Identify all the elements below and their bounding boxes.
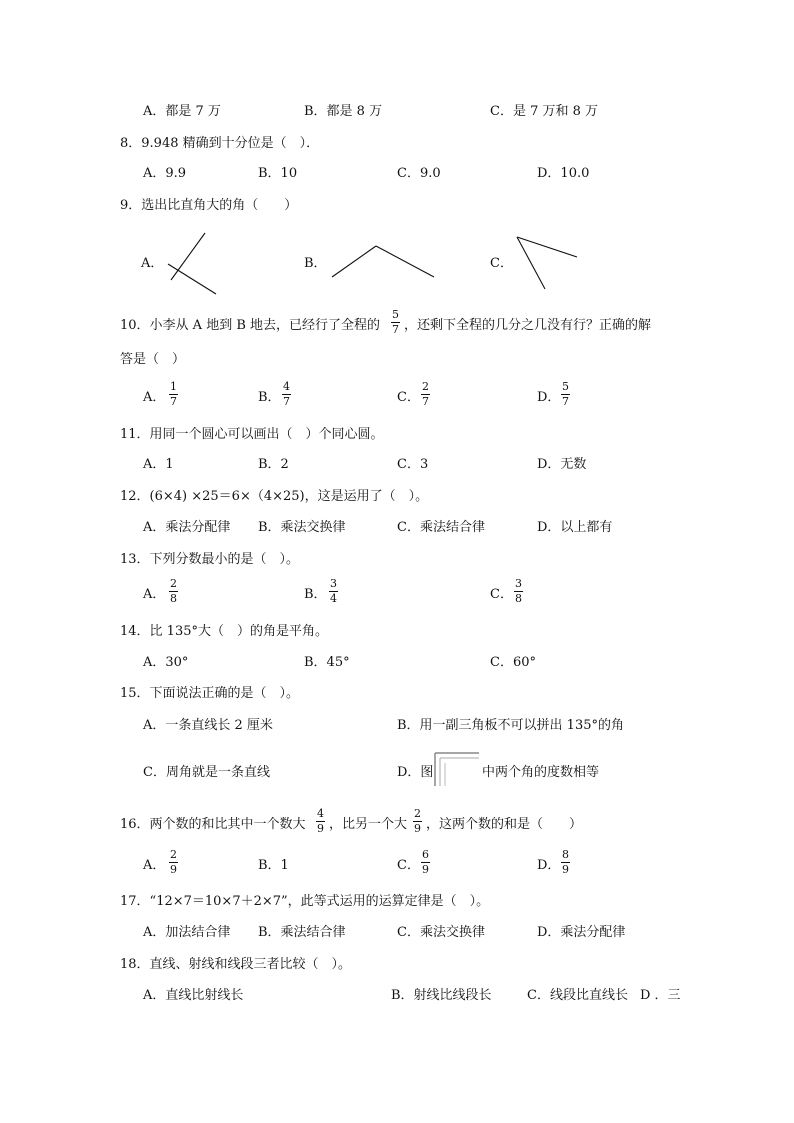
q18-option-a: A．直线比射线长 — [143, 988, 244, 1003]
denominator: 9 — [562, 863, 569, 876]
q7-option-c: C．是 7 万和 8 万 — [490, 104, 599, 119]
q17-option-c: C．乘法交换律 — [397, 925, 485, 940]
q8-option-d: D．10.0 — [537, 166, 590, 181]
q10-option-b-label: B． — [258, 390, 281, 405]
q9-angle-b-figure — [330, 244, 438, 280]
denominator: 9 — [317, 822, 324, 835]
q10-option-c-label: C． — [397, 390, 420, 405]
q16-stem-part1: 16．两个数的和比其中一个数大 — [120, 817, 306, 832]
numerator: 2 — [170, 577, 177, 590]
denominator: 7 — [170, 395, 177, 408]
q10-option-d-fraction — [561, 381, 570, 408]
q15-option-d-part1: D．图 — [397, 765, 434, 780]
q7-option-a: A．都是 7 万 — [143, 104, 221, 119]
q15-option-c: C．周角就是一条直线 — [143, 765, 270, 780]
q13-option-a-label: A． — [143, 587, 166, 602]
numerator: 3 — [330, 577, 337, 590]
q9-stem: 9．选出比直角大的角（ ） — [120, 198, 298, 213]
numerator: 8 — [562, 848, 569, 861]
q11-stem: 11．用同一个圆心可以画出（ ）个同心圆。 — [120, 427, 384, 442]
denominator: 7 — [283, 395, 290, 408]
q9-option-b: B． — [304, 256, 327, 271]
q10-option-b-fraction — [282, 381, 291, 408]
numerator: 2 — [170, 848, 177, 861]
denominator: 9 — [414, 822, 421, 835]
q18-stem: 18．直线、射线和线段三者比较（ ）。 — [120, 957, 352, 972]
q12-option-b: B．乘法交换律 — [258, 520, 346, 535]
q10-stem-line2: 答是（ ） — [120, 352, 186, 367]
q10-option-a-fraction — [169, 381, 178, 408]
q15-stem: 15．下面说法正确的是（ ）。 — [120, 686, 300, 701]
q15-option-d-part2: 中两个角的度数相等 — [482, 765, 600, 780]
q16-option-a-fraction — [169, 849, 178, 876]
q15-option-d-angle-figure — [433, 752, 481, 788]
q12-option-d: D．以上都有 — [537, 520, 613, 535]
q18-option-d: D ．三 — [640, 988, 681, 1003]
q16-option-d-label: D． — [537, 858, 561, 873]
q11-option-c: C．3 — [397, 457, 429, 472]
q10-option-a-label: A． — [143, 390, 166, 405]
q14-stem: 14．比 135°大（ ）的角是平角。 — [120, 624, 328, 639]
q10-stem-fraction — [391, 309, 400, 336]
q15-option-a: A．一条直线长 2 厘米 — [143, 718, 273, 733]
q11-option-d: D．无数 — [537, 457, 587, 472]
q16-option-b: B．1 — [258, 858, 289, 873]
q13-option-b-fraction — [329, 578, 338, 605]
q8-option-c: C．9.0 — [397, 166, 441, 181]
q17-option-d: D．乘法分配律 — [537, 925, 626, 940]
numerator: 4 — [317, 807, 324, 820]
q14-option-a: A．30° — [143, 655, 189, 670]
denominator: 8 — [170, 592, 177, 605]
numerator: 2 — [414, 807, 421, 820]
q8-option-b: B．10 — [258, 166, 298, 181]
q17-option-a: A．加法结合律 — [143, 925, 231, 940]
q12-stem: 12．(6×4) ×25＝6×（4×25)，这是运用了（ ）。 — [120, 489, 429, 504]
denominator: 8 — [515, 592, 522, 605]
q11-option-a: A．1 — [143, 457, 174, 472]
q14-option-c: C．60° — [490, 655, 536, 670]
numerator: 2 — [422, 380, 429, 393]
q9-option-c: C． — [490, 256, 513, 271]
numerator: 6 — [422, 848, 429, 861]
q15-option-b: B．用一副三角板不可以拼出 135°的角 — [397, 718, 624, 733]
q16-stem-part2: ，比另一个大 — [329, 817, 408, 832]
q17-stem: 17．“12×7＝10×7＋2×7”，此等式运用的运算定律是（ ）。 — [120, 894, 490, 909]
q16-option-d-fraction — [561, 849, 570, 876]
q18-option-c: C．线段比直线长 — [527, 988, 628, 1003]
q8-option-a: A．9.9 — [143, 166, 187, 181]
q18-option-b: B．射线比线段长 — [391, 988, 492, 1003]
q13-option-c-fraction — [514, 578, 523, 605]
denominator: 4 — [330, 592, 337, 605]
q13-option-c-label: C． — [490, 587, 513, 602]
q16-option-a-label: A． — [143, 858, 166, 873]
numerator: 5 — [562, 380, 569, 393]
denominator: 7 — [562, 395, 569, 408]
numerator: 4 — [283, 380, 290, 393]
q13-stem: 13．下列分数最小的是（ ）。 — [120, 552, 300, 567]
denominator: 9 — [422, 863, 429, 876]
q14-option-b: B．45° — [304, 655, 350, 670]
denominator: 9 — [170, 863, 177, 876]
q9-option-a: A． — [141, 256, 164, 271]
q9-angle-c-figure — [515, 235, 581, 293]
numerator: 3 — [515, 577, 522, 590]
q17-option-b: B．乘法结合律 — [258, 925, 346, 940]
q16-option-c-label: C． — [397, 858, 420, 873]
q10-stem-fraction-denominator: 7 — [392, 323, 399, 336]
q10-option-d-label: D． — [537, 390, 561, 405]
q8-stem: 8．9.948 精确到十分位是（ ）． — [120, 136, 320, 151]
q12-option-c: C．乘法结合律 — [397, 520, 485, 535]
denominator: 7 — [422, 395, 429, 408]
q7-option-b: B．都是 8 万 — [304, 104, 383, 119]
q10-stem-fraction-numerator: 5 — [392, 308, 399, 321]
q11-option-b: B．2 — [258, 457, 289, 472]
q10-stem-part1: 10．小李从 A 地到 B 地去，已经行了全程的 — [120, 318, 381, 333]
q16-stem-part3: ，这两个数的和是（ ） — [426, 817, 583, 832]
q16-option-c-fraction — [421, 849, 430, 876]
q16-stem-fraction-2 — [413, 808, 422, 835]
q9-angle-a-figure — [165, 230, 220, 298]
q16-stem-fraction-1 — [316, 808, 325, 835]
q13-option-b-label: B． — [304, 587, 327, 602]
numerator: 1 — [170, 380, 177, 393]
q10-stem-part2: ，还剩下全程的几分之几没有行？正确的解 — [404, 318, 652, 333]
q10-option-c-fraction — [421, 381, 430, 408]
q12-option-a: A．乘法分配律 — [143, 520, 231, 535]
q13-option-a-fraction — [169, 578, 178, 605]
